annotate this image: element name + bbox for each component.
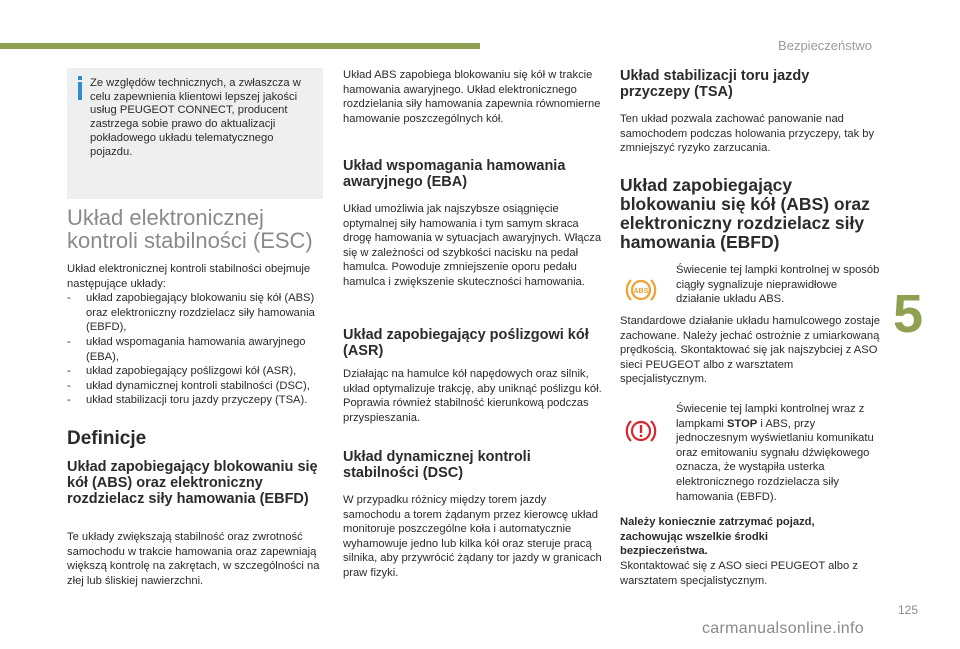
tsa-text: Ten układ pozwala zachować panowanie nad samochodem podczas holowania przyczepy, tak by zmniejszyć ryzyko zarzucania. (620, 113, 875, 155)
stop-lamp-text: Świecenie tej lampki kontrolnej wraz z lampkami STOP i ABS, przy jednoczesnym wyświetlaniu komunikatu oraz emitowaniu sygnału dźwiękowego oznacza, że wystąpiła usterka elektronicznego rozdzielacza siły hamowania (EBFD). (676, 403, 874, 503)
stop-word: STOP (726, 417, 758, 430)
esc-title: Układ elektronicznej kontroli stabilności (ESC) (67, 205, 313, 253)
page-number: 125 (898, 603, 919, 617)
header-accent-bar (0, 43, 480, 49)
definitions-abs-text: Te układy zwiększają stabilność oraz zwrotność samochodu w trakcie hamowania oraz zapewniają większą kontrolę na zakrętach, w szczególności na złej lub śliskiej nawierzchni. (67, 531, 320, 587)
abs-description: Układ ABS zapobiega blokowaniu się kół w trakcie hamowania awaryjnego. Układ elektronicznego rozdzielania siły hamowania zapewnia równomierne hamowanie poszczególnych kół. (343, 69, 601, 125)
eba-text: Układ umożliwia jak najszybsze osiągnięcie optymalnej siły hamowania i tym samym skraca drogę hamowania w sytuacjach awaryjnych. Włącza się w zależności od szybkości nacisku na pedał hamulca. Powoduje zmniejszenie oporu pedału hamulca i zwiększenie skuteczności hamowania. (343, 203, 602, 288)
abs-lamp-text: Świecenie tej lampki kontrolnej w sposób ciągły sygnalizuje nieprawidłowe działanie układu ABS. (676, 264, 880, 306)
list-item: - układ zapobiegający poślizgowi kół (ASR), (67, 364, 329, 379)
esc-list (67, 291, 329, 408)
asr-text: Działając na hamulce kół napędowych oraz silnik, układ optymalizuje trakcję, aby uniknąć poślizgu kół. Poprawia również stabilność kierunkową podczas przyspieszania. (343, 368, 602, 424)
asr-heading: Układ zapobiegający poślizgowi kół (ASR) (343, 327, 589, 359)
list-item: - układ wspomagania hamowania awaryjnego (EBA), (67, 335, 329, 364)
esc-section (67, 206, 327, 252)
svg-text:ABS: ABS (633, 288, 649, 295)
info-icon (78, 82, 82, 100)
list-item: - układ stabilizacji toru jazdy przyczepy (TSA). (67, 393, 329, 408)
list-item: - układ zapobiegający blokowaniu się kół (ABS) oraz elektroniczny rozdzielacz siły hamowania (EBFD), (67, 291, 329, 335)
definitions-title: Definicje (67, 428, 147, 449)
stop-instruction: Należy koniecznie zatrzymać pojazd, zachowując wszelkie środki bezpieczeństwa. (620, 516, 815, 558)
abs-ebfd-heading: Układ zapobiegający blokowaniu się kół (ABS) oraz elektroniczny rozdzielacz siły hamowania (EBFD) (620, 175, 870, 252)
dsc-heading: Układ dynamicznej kontroli stabilności (DSC) (343, 449, 531, 481)
info-box (67, 68, 323, 199)
abs-normal-text: Standardowe działanie układu hamulcowego zostaje zachowane. Należy jechać ostrożnie z umiarkowaną prędkością. Skontaktować się jak najszybciej z ASO sieci PEUGEOT albo z warsztatem specjalistycznym. (620, 315, 880, 386)
watermark: carmanualsonline.info (702, 620, 864, 637)
tsa-heading: Układ stabilizacji toru jazdy przyczepy (TSA) (620, 68, 810, 100)
abs-warning-icon (625, 277, 657, 303)
chapter-number: 5 (893, 284, 924, 344)
dsc-text: W przypadku różnicy między torem jazdy samochodu a torem żądanym przez kierowcę układ monitoruje poszczególne koła i automatycznie wyhamowuje jedno lub kilka kół oraz steruje pracą silnika, aby przywrócić żądany tor jazdy w granicach praw fizyki. (343, 494, 602, 579)
eba-heading: Układ wspomagania hamowania awaryjnego (EBA) (343, 158, 566, 190)
brake-alert-icon (625, 418, 657, 444)
esc-intro: Układ elektronicznej kontroli stabilności obejmuje następujące układy: (67, 263, 311, 290)
section-title: Bezpieczeństwo (778, 38, 872, 53)
info-text: Ze względów technicznych, a zwłaszcza w celu zapewnienia klientowi lepszej jakości usług PEUGEOT CONNECT, producent zastrzega sobie prawo do aktualizacji pokładowego układu telematycznego pojazdu. (90, 77, 301, 158)
definitions-abs-heading: Układ zapobiegający blokowaniu się kół (ABS) oraz elektroniczny rozdzielacz siły hamowania (EBFD) (67, 459, 318, 507)
list-item: - układ dynamicznej kontroli stabilności (DSC), (67, 379, 329, 394)
contact-text: Skontaktować się z ASO sieci PEUGEOT albo z warsztatem specjalistycznym. (620, 560, 858, 587)
